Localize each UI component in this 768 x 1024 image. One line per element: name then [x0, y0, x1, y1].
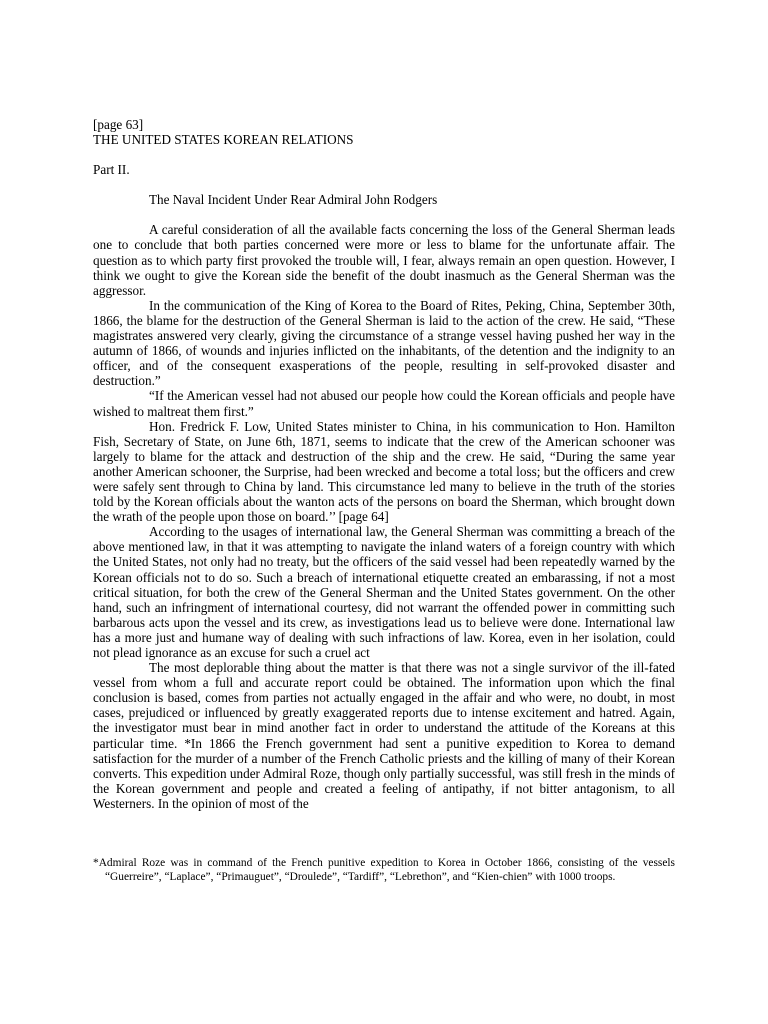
section-heading: The Naval Incident Under Rear Admiral John Rodgers [149, 192, 438, 208]
page-reference: [page 63] [93, 117, 144, 132]
paragraph-3: “If the American vessel had not abused our people how could the Korean officials and people have wished to maltreat them first.” [93, 388, 675, 419]
paragraph-4: Hon. Fredrick F. Low, United States minister to China, in his communication to Hon. Hamilton Fish, Secretary of State, on June 6th, 1871, seems to indicate that the crew of the American schooner was largely to blame for the attack and destruction of the ship and the crew. He said, “During the same year another American schooner, the Surprise, had been wrecked and become a total loss; but the officers and crew were safely sent through to China by land. This circumstance led many to believe in the truth of the stories told by the Korean officials about the wanton acts of the persons on board the Sherman, which brought down the wrath of the people upon those on board.’’ [page 64] [93, 418, 675, 525]
paragraph-5: According to the usages of international law, the General Sherman was committing a breach of the above mentioned law, in that it was attempting to navigate the inland waters of a foreign country with which the United States, not only had no treaty, but the officers of the said vessel had been repeatedly warned by the Korean officials not to do so. Such a breach of international etiquette created an embarassing, if not a most critical situation, for both the crew of the General Sherman and the United States government. On the other hand, such an infringment of international courtesy, did not warrant the offended power in committing such barbarous acts upon the vessel and its crew, as investigations lead us to believe were done. International law has a more just and humane way of dealing with such infractions of law. Korea, even in her isolation, could not plead ignorance as an excuse for such a cruel act [93, 524, 675, 660]
footnote: *Admiral Roze was in command of the French punitive expedition to Korea in October 1866, consisting of the vessels “Guerreire”, “Laplace”, “Primauguet”, “Droulede”, “Tardiff”, “Lebrethon”, and “Kien-chien” with 1000 troops. [93, 857, 675, 884]
part-heading: Part II. [93, 162, 130, 178]
paragraph-6: The most deplorable thing about the matter is that there was not a single survivor of the ill-fated vessel from whom a full and accurate report could be obtained. The information upon which the final conclusion is based, comes from parties not actually engaged in the affair and who were, no doubt, in most cases, prejudiced or influenced by greatly exaggerated reports due to intense excitement and hatred. Again, the investigator must bear in mind another fact in order to understand the attitude of the Koreans at this particular time. *In 1866 the French government had sent a punitive expedition to Korea to demand satisfaction for the murder of a number of the French Catholic priests and the killing of many of their Korean converts. This expedition under Admiral Roze, though only partially successful, was still fresh in the minds of the Korean government and people and created a feeling of antipathy, if not bitter antagonism, to all Westerners. In the opinion of most of the [93, 660, 675, 811]
document-title: THE UNITED STATES KOREAN RELATIONS [93, 132, 354, 148]
paragraph-1: A careful consideration of all the available facts concerning the loss of the General Sherman leads one to conclude that both parties concerned were more or less to blame for the unfortunate affair. The question as to which party first provoked the trouble will, I fear, always remain an open question. However, I think we ought to give the Korean side the benefit of the doubt inasmuch as the General Sherman was the aggressor. [93, 222, 675, 298]
document-page [93, 117, 675, 811]
spacer [93, 147, 675, 162]
paragraph-2: In the communication of the King of Korea to the Board of Rites, Peking, China, September 30th, 1866, the blame for the destruction of the General Sherman is laid to the action of the crew. He said, “These magistrates answered very clearly, giving the circumstance of a strange vessel having pushed her way in the autumn of 1866, of wounds and injuries inflicted on the inhabitants, of the detention and the indignity to an officer, and of the consequent exasperations of the people, resulting in self-provoked disaster and destruction.” [93, 297, 675, 389]
